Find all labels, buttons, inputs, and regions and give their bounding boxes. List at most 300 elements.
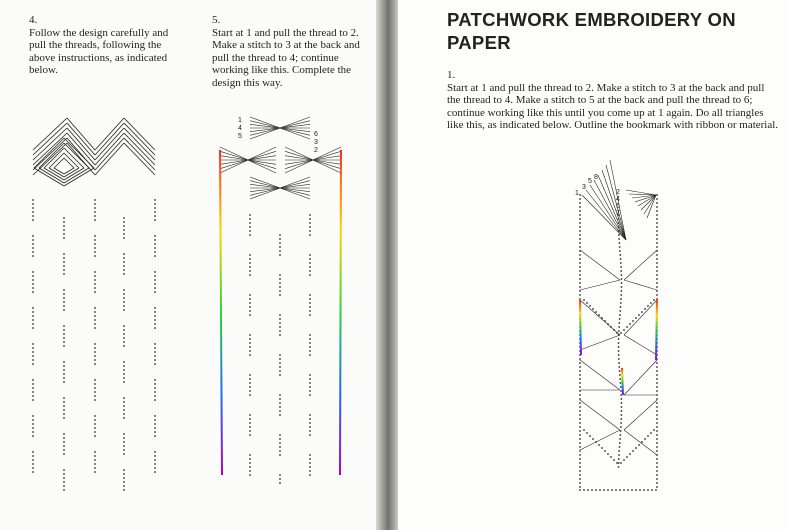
stitch-dot — [123, 365, 125, 367]
stitch-dot — [618, 362, 620, 364]
stitch-dot — [619, 246, 621, 248]
stitch-dot — [635, 447, 637, 449]
stitch-dot — [32, 363, 34, 365]
stitch-dot — [63, 409, 65, 411]
stitch-dot — [249, 390, 251, 392]
stitch-dot — [32, 427, 34, 429]
stitch-dot — [579, 438, 581, 440]
stitch-dot — [123, 329, 125, 331]
stitch-dot — [63, 413, 65, 415]
stitch-dot — [620, 386, 622, 388]
stitch-dot — [63, 369, 65, 371]
stitch-dot — [309, 394, 311, 396]
stitch-dot — [619, 318, 621, 320]
stitch-dot — [123, 217, 125, 219]
diagram-1-center-thread — [622, 368, 623, 395]
stitch-dot — [32, 359, 34, 361]
stitch-dot — [579, 402, 581, 404]
stitch-dot — [154, 319, 156, 321]
stitch-dot — [123, 257, 125, 259]
stitch-dot — [309, 230, 311, 232]
stitch-dot — [123, 401, 125, 403]
stitch-dot — [32, 291, 34, 293]
stitch-dot — [94, 199, 96, 201]
stitch-dot — [279, 398, 281, 400]
stitch-dot — [656, 258, 658, 260]
stitch-dot — [656, 206, 658, 208]
stitch-dot — [249, 354, 251, 356]
stitch-dot — [123, 229, 125, 231]
stitch-dot — [123, 377, 125, 379]
stitch-dot — [94, 387, 96, 389]
stitch-dot — [279, 366, 281, 368]
stitch-dot — [94, 347, 96, 349]
stitch-dot — [656, 434, 658, 436]
stitch-dot — [63, 397, 65, 399]
stitch-dot — [626, 456, 628, 458]
stitch-dot — [123, 449, 125, 451]
stitch-dot — [63, 225, 65, 227]
stitch-dot — [249, 294, 251, 296]
stitch-dot — [249, 426, 251, 428]
stitch-dot — [641, 441, 643, 443]
stitch-dot — [123, 433, 125, 435]
stitch-dot — [607, 489, 609, 491]
step-4-number: 4. — [29, 14, 38, 26]
stitch-dot — [123, 445, 125, 447]
stitch-dot — [154, 423, 156, 425]
diagram-1-label-3: 3 — [582, 184, 586, 191]
stitch-dot — [123, 341, 125, 343]
stitch-dot — [154, 291, 156, 293]
stitch-dot — [579, 222, 581, 224]
stitch-dot — [63, 441, 65, 443]
stitch-dot — [309, 374, 311, 376]
zigzag-thread — [95, 143, 124, 175]
stitch-dot — [63, 417, 65, 419]
stitch-dot — [32, 415, 34, 417]
stitch-dot — [94, 307, 96, 309]
stitch-dot — [579, 442, 581, 444]
stitch-dot — [279, 326, 281, 328]
stitch-dot — [154, 343, 156, 345]
diagram-1-label-7: 7 — [616, 210, 620, 217]
stitch-dot — [63, 221, 65, 223]
stitch-dot — [656, 282, 658, 284]
stitch-dot — [32, 463, 34, 465]
stitch-dot — [655, 489, 657, 491]
stitch-dot — [618, 218, 620, 220]
stitch-dot — [632, 320, 634, 322]
stitch-dot — [279, 358, 281, 360]
stitch-dot — [656, 278, 658, 280]
stitch-dot — [656, 458, 658, 460]
stitch-dot — [618, 350, 620, 352]
stitch-dot — [32, 247, 34, 249]
stitch-dot — [123, 485, 125, 487]
stitch-dot — [154, 387, 156, 389]
diagram-5-label-1: 1 — [238, 117, 242, 124]
stitch-dot — [604, 320, 606, 322]
stitch-dot — [63, 229, 65, 231]
stitch-dot — [656, 394, 658, 396]
stitch-dot — [618, 234, 620, 236]
stitch-dot — [63, 233, 65, 235]
stitch-dot — [154, 391, 156, 393]
stitch-dot — [249, 334, 251, 336]
stitch-dot — [94, 283, 96, 285]
triangle-thread — [624, 280, 657, 290]
stitch-dot — [619, 250, 621, 252]
stitch-dot — [620, 270, 622, 272]
stitch-dot — [249, 346, 251, 348]
stitch-dot — [619, 314, 621, 316]
stitch-dot — [309, 378, 311, 380]
stitch-dot — [94, 239, 96, 241]
stitch-dot — [621, 278, 623, 280]
stitch-dot — [249, 234, 251, 236]
stitch-dot — [249, 470, 251, 472]
stitch-dot — [309, 338, 311, 340]
stitch-dot — [621, 406, 623, 408]
stitch-dot — [656, 410, 658, 412]
stitch-dot — [32, 351, 34, 353]
stitch-dot — [63, 361, 65, 363]
stitch-dot — [611, 489, 613, 491]
stitch-dot — [154, 351, 156, 353]
stitch-dot — [94, 355, 96, 357]
stitch-dot — [249, 258, 251, 260]
stitch-dot — [309, 414, 311, 416]
stitch-dot — [279, 406, 281, 408]
diagram-1-left-thread — [580, 300, 581, 355]
stitch-dot — [592, 438, 594, 440]
stitch-dot — [94, 435, 96, 437]
stitch-dot — [579, 198, 581, 200]
stitch-dot — [618, 354, 620, 356]
stitch-dot — [579, 446, 581, 448]
stitch-dot — [32, 471, 34, 473]
zigzag-thread — [124, 143, 155, 175]
stitch-dot — [279, 450, 281, 452]
stitch-dot — [123, 265, 125, 267]
stitch-dot — [123, 237, 125, 239]
stitch-dot — [94, 203, 96, 205]
stitch-dot — [579, 362, 581, 364]
stitch-dot — [618, 342, 620, 344]
stitch-dot — [586, 432, 588, 434]
stitch-dot — [619, 438, 621, 440]
stitch-dot — [94, 419, 96, 421]
bowtie-thread — [250, 188, 280, 195]
stitch-dot — [579, 278, 581, 280]
diagram-5-left-border-thread — [220, 150, 222, 475]
stitch-dot — [249, 454, 251, 456]
stitch-dot — [94, 463, 96, 465]
stitch-dot — [620, 418, 622, 420]
stitch-dot — [656, 198, 658, 200]
stitch-dot — [583, 429, 585, 431]
stitch-dot — [309, 218, 311, 220]
stitch-dot — [656, 478, 658, 480]
triangle-thread — [580, 430, 620, 450]
stitch-dot — [249, 418, 251, 420]
stitch-dot — [309, 390, 311, 392]
stitch-dot — [579, 390, 581, 392]
stitch-dot — [123, 221, 125, 223]
stitch-dot — [94, 323, 96, 325]
stitch-dot — [279, 322, 281, 324]
stitch-dot — [63, 401, 65, 403]
stitch-dot — [94, 327, 96, 329]
diamond-thread — [44, 168, 64, 180]
stitch-dot — [579, 434, 581, 436]
stitch-dot — [32, 203, 34, 205]
stitch-dot — [619, 378, 621, 380]
fan-thread — [586, 190, 626, 240]
stitch-dot — [620, 394, 622, 396]
bowtie-thread — [280, 121, 310, 128]
stitch-dot — [63, 329, 65, 331]
stitch-dot — [279, 434, 281, 436]
stitch-dot — [656, 250, 658, 252]
stitch-dot — [619, 442, 621, 444]
stitch-dot — [94, 243, 96, 245]
stitch-dot — [656, 362, 658, 364]
stitch-dot — [63, 405, 65, 407]
stitch-dot — [656, 398, 658, 400]
stitch-dot — [123, 453, 125, 455]
stitch-dot — [32, 271, 34, 273]
stitch-dot — [656, 370, 658, 372]
stitch-dot — [123, 397, 125, 399]
stitch-dot — [249, 310, 251, 312]
stitch-dot — [32, 283, 34, 285]
stitch-dot — [579, 486, 581, 488]
stitch-dot — [656, 462, 658, 464]
stitch-dot — [579, 450, 581, 452]
stitch-dot — [656, 426, 658, 428]
stitch-dot — [279, 238, 281, 240]
stitch-dot — [309, 270, 311, 272]
stitch-dot — [621, 282, 623, 284]
stitch-dot — [309, 254, 311, 256]
stitch-dot — [279, 438, 281, 440]
stitch-dot — [579, 274, 581, 276]
stitch-dot — [32, 387, 34, 389]
stitch-dot — [598, 444, 600, 446]
stitch-dot — [619, 374, 621, 376]
stitch-dot — [618, 330, 620, 332]
stitch-dot — [621, 414, 623, 416]
stitch-dot — [249, 298, 251, 300]
stitch-dot — [123, 261, 125, 263]
stitch-dot — [154, 275, 156, 277]
stitch-dot — [598, 314, 600, 316]
step-4-text: Follow the design carefully and pull the threads, following the above instructions, as indicated below. — [29, 26, 169, 76]
zigzag-thread — [95, 133, 124, 165]
stitch-dot — [279, 394, 281, 396]
stitch-dot — [154, 363, 156, 365]
stitch-dot — [32, 239, 34, 241]
stitch-dot — [63, 237, 65, 239]
stitch-dot — [123, 489, 125, 491]
stitch-dot — [579, 489, 581, 491]
stitch-dot — [279, 334, 281, 336]
bowtie-thread — [250, 181, 280, 188]
stitch-dot — [32, 423, 34, 425]
diamond-thread — [39, 168, 64, 183]
stitch-dot — [123, 305, 125, 307]
stitch-dot — [619, 310, 621, 312]
stitch-dot — [579, 374, 581, 376]
stitch-dot — [32, 279, 34, 281]
stitch-dot — [635, 489, 637, 491]
stitch-dot — [653, 429, 655, 431]
stitch-dot — [279, 254, 281, 256]
stitch-dot — [579, 262, 581, 264]
stitch-dot — [620, 422, 622, 424]
stitch-dot — [656, 454, 658, 456]
stitch-dot — [123, 273, 125, 275]
stitch-dot — [63, 289, 65, 291]
stitch-dot — [587, 489, 589, 491]
stitch-dot — [32, 395, 34, 397]
stitch-dot — [620, 294, 622, 296]
stitch-dot — [154, 243, 156, 245]
stitch-dot — [94, 211, 96, 213]
stitch-dot — [626, 326, 628, 328]
stitch-dot — [63, 269, 65, 271]
stitch-dot — [279, 478, 281, 480]
stitch-dot — [249, 462, 251, 464]
stitch-dot — [589, 435, 591, 437]
stitch-dot — [309, 470, 311, 472]
stitch-dot — [32, 307, 34, 309]
stitch-dot — [32, 251, 34, 253]
stitch-dot — [154, 199, 156, 201]
stitch-dot — [249, 414, 251, 416]
stitch-dot — [94, 391, 96, 393]
stitch-dot — [629, 323, 631, 325]
stitch-dot — [579, 466, 581, 468]
stitch-dot — [309, 266, 311, 268]
stitch-dot — [279, 410, 281, 412]
stitch-dot — [63, 377, 65, 379]
page-title: PATCHWORK EMBROIDERY ON PAPER — [447, 9, 736, 53]
stitch-dot — [249, 382, 251, 384]
stitch-dot — [309, 382, 311, 384]
stitch-dot — [618, 458, 620, 460]
stitch-dot — [620, 426, 622, 428]
stitch-dot — [154, 435, 156, 437]
stitch-dot — [249, 274, 251, 276]
diamond-thread — [64, 143, 89, 168]
stitch-dot — [154, 419, 156, 421]
stitch-dot — [63, 325, 65, 327]
stitch-dot — [154, 239, 156, 241]
stitch-dot — [620, 266, 622, 268]
stitch-dot — [603, 489, 605, 491]
stitch-dot — [249, 342, 251, 344]
stitch-dot — [123, 225, 125, 227]
stitch-dot — [63, 453, 65, 455]
stitch-dot — [639, 489, 641, 491]
fan-thread — [594, 180, 626, 240]
stitch-dot — [656, 270, 658, 272]
stitch-dot — [656, 378, 658, 380]
stitch-dot — [309, 294, 311, 296]
stitch-dot — [621, 286, 623, 288]
stitch-dot — [154, 203, 156, 205]
stitch-dot — [249, 474, 251, 476]
stitch-dot — [123, 381, 125, 383]
stitch-dot — [63, 309, 65, 311]
stitch-dot — [63, 293, 65, 295]
stitch-dot — [583, 489, 585, 491]
stitch-dot — [154, 467, 156, 469]
diagram-1-label-2: 2 — [616, 189, 620, 196]
bowtie-thread — [250, 121, 280, 128]
stitch-dot — [32, 383, 34, 385]
zigzag-thread — [95, 138, 124, 170]
stitch-dot — [94, 415, 96, 417]
stitch-dot — [619, 446, 621, 448]
stitch-dot — [279, 370, 281, 372]
stitch-dot — [154, 251, 156, 253]
diagram-1-label-8: 8 — [594, 174, 598, 181]
stitch-dot — [123, 437, 125, 439]
stitch-dot — [623, 329, 625, 331]
stitch-dot — [309, 262, 311, 264]
stitch-dot — [32, 435, 34, 437]
stitch-dot — [579, 366, 581, 368]
stitch-dot — [656, 294, 658, 296]
stitch-dot — [620, 258, 622, 260]
stitch-dot — [620, 262, 622, 264]
bowtie-thread — [280, 181, 310, 188]
triangle-thread — [624, 300, 657, 335]
zigzag-thread — [95, 128, 124, 160]
stitch-dot — [579, 266, 581, 268]
stitch-dot — [579, 242, 581, 244]
stitch-dot — [309, 386, 311, 388]
stitch-dot — [618, 466, 620, 468]
stitch-dot — [656, 234, 658, 236]
stitch-dot — [32, 235, 34, 237]
step-5-number: 5. — [212, 14, 221, 26]
stitch-dot — [656, 374, 658, 376]
stitch-dot — [123, 289, 125, 291]
stitch-dot — [656, 406, 658, 408]
stitch-dot — [579, 282, 581, 284]
stitch-dot — [249, 230, 251, 232]
stitch-dot — [618, 346, 620, 348]
stitch-dot — [63, 437, 65, 439]
zigzag-thread — [33, 138, 67, 170]
stitch-dot — [656, 386, 658, 388]
stitch-dot — [94, 287, 96, 289]
stitch-dot — [32, 323, 34, 325]
stitch-dot — [635, 317, 637, 319]
stitch-dot — [618, 366, 620, 368]
diagram-5-label-2: 2 — [314, 147, 318, 154]
stitch-dot — [619, 434, 621, 436]
stitch-dot — [656, 274, 658, 276]
stitch-dot — [154, 463, 156, 465]
stitch-dot — [94, 379, 96, 381]
diagram-5-label-3: 3 — [314, 139, 318, 146]
